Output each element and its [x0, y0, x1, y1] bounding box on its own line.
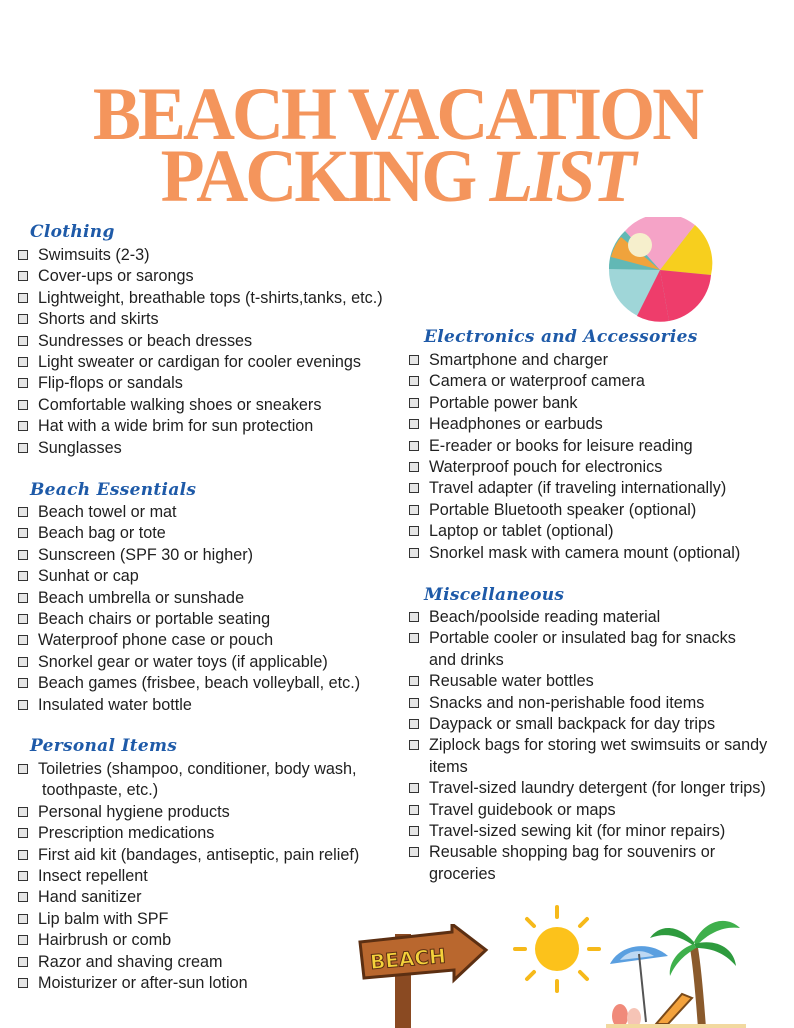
checkbox[interactable]	[409, 676, 419, 686]
checklist-item-label: Smartphone and charger	[429, 351, 609, 369]
checkbox[interactable]	[18, 807, 28, 817]
checklist-item	[18, 416, 418, 437]
checklist-item-label: E-reader or books for leisure reading	[429, 436, 693, 455]
checklist-item-label: Sunhat or cap	[38, 567, 139, 586]
checklist-item	[18, 866, 398, 887]
checkbox[interactable]	[18, 507, 28, 517]
checklist-item	[18, 502, 418, 523]
checkbox[interactable]	[18, 250, 28, 260]
checklist-item	[409, 821, 789, 842]
checklist-item	[18, 588, 418, 609]
checklist-item-label: Cover-ups or sarongs	[38, 267, 194, 286]
checklist-item-label: Reusable water bottles	[429, 672, 594, 691]
checkbox[interactable]	[18, 871, 28, 881]
beach-sign-text: BEACH	[369, 943, 447, 975]
checklist-item	[18, 802, 398, 823]
checkbox[interactable]	[409, 633, 419, 643]
checklist-item-label: Portable cooler or insulated bag for snacks	[429, 629, 736, 648]
checklist-item-label-continued: and drinks	[429, 650, 504, 669]
checkbox[interactable]	[18, 700, 28, 710]
checklist-item-label: Insect repellent	[38, 867, 148, 886]
checklist-item	[18, 438, 418, 459]
miscellaneous-heading: Miscellaneous	[424, 585, 565, 605]
checklist-item	[409, 350, 789, 371]
checkbox[interactable]	[18, 528, 28, 538]
checkbox[interactable]	[18, 978, 28, 988]
checklist-item-label: Reusable shopping bag for souvenirs or	[429, 843, 716, 862]
checklist-item	[18, 545, 418, 566]
checkbox[interactable]	[18, 914, 28, 924]
checklist-item-label: Ziplock bags for storing wet swimsuits or sandy	[429, 736, 768, 755]
checklist-item	[409, 521, 789, 542]
checkbox[interactable]	[409, 505, 419, 515]
checklist-item-label: Beach games (frisbee, beach volleyball, etc.)	[38, 674, 361, 693]
checklist-item	[18, 887, 398, 908]
personal-items-list	[18, 759, 398, 994]
checklist-item	[409, 500, 789, 521]
checklist-item-label: Snorkel mask with camera mount (optional)	[429, 543, 741, 562]
checklist-item-label-continued: items	[429, 757, 468, 776]
checklist-item	[18, 352, 418, 373]
checklist-item	[409, 478, 789, 499]
checklist-item-label: Beach chairs or portable seating	[38, 610, 271, 629]
checklist-item	[409, 714, 789, 735]
page-title-line-1: BEACH VACATION	[92, 72, 702, 156]
checklist-item	[18, 823, 398, 844]
checklist-item-label: Lip balm with SPF	[38, 909, 169, 928]
checkbox[interactable]	[409, 847, 419, 857]
checklist-item-label: Beach bag or tote	[38, 524, 166, 543]
checklist-item	[18, 909, 398, 930]
checklist-item-label: Snorkel gear or water toys (if applicable)	[38, 652, 328, 671]
checkbox[interactable]	[409, 355, 419, 365]
checklist-item-label-continued: toothpaste, etc.)	[42, 781, 159, 800]
checklist-item-label: Shorts and skirts	[38, 310, 159, 329]
checklist-item-label: Portable Bluetooth speaker (optional)	[429, 500, 697, 519]
checklist-item-label: Comfortable walking shoes or sneakers	[38, 395, 322, 414]
checklist-item-label: Waterproof pouch for electronics	[429, 458, 663, 477]
checkbox[interactable]	[18, 314, 28, 324]
checklist-item	[409, 671, 789, 692]
checkbox[interactable]	[18, 357, 28, 367]
checkbox[interactable]	[18, 421, 28, 431]
checklist-item-label: Travel-sized sewing kit (for minor repairs)	[429, 822, 726, 841]
checklist-item	[409, 414, 789, 435]
checklist-item	[18, 373, 418, 394]
checklist-item	[409, 842, 789, 885]
checklist-item	[18, 288, 418, 309]
checkbox[interactable]	[18, 293, 28, 303]
checklist-item	[18, 609, 418, 630]
title-word-packing: PACKING	[160, 134, 475, 218]
checklist-item-label: Travel adapter (if traveling internationally)	[429, 479, 727, 498]
electronics-list	[409, 350, 789, 564]
checklist-item	[18, 973, 398, 994]
checkbox[interactable]	[409, 805, 419, 815]
checklist-item-label: Camera or waterproof camera	[429, 372, 645, 391]
checkbox[interactable]	[409, 826, 419, 836]
checklist-item	[18, 245, 418, 266]
checklist-item	[18, 845, 398, 866]
checklist-item-label: Headphones or earbuds	[429, 415, 603, 434]
checklist-item	[409, 543, 789, 564]
sun-icon	[512, 904, 602, 994]
checklist-item	[409, 371, 789, 392]
checklist-item	[18, 331, 418, 352]
checklist-item	[18, 759, 398, 802]
checklist-item-label: Hairbrush or comb	[38, 931, 172, 950]
electronics-heading: Electronics and Accessories	[424, 327, 698, 347]
checkbox[interactable]	[18, 678, 28, 688]
checkbox[interactable]	[18, 764, 28, 774]
checklist-item-label: Moisturizer or after-sun lotion	[38, 974, 248, 993]
checkbox[interactable]	[18, 550, 28, 560]
checklist-item	[18, 695, 418, 716]
beach-essentials-list	[18, 502, 418, 716]
checklist-item-label: Beach umbrella or sunshade	[38, 588, 245, 607]
checklist-item-label: Hand sanitizer	[38, 888, 142, 907]
checklist-item	[18, 266, 418, 287]
checklist-item	[409, 457, 789, 478]
beach-sign-icon	[356, 924, 490, 1028]
checklist-item-label: Swimsuits (2-3)	[38, 246, 150, 264]
checklist-item	[409, 436, 789, 457]
checkbox[interactable]	[18, 892, 28, 902]
checklist-item	[409, 607, 789, 628]
checklist-item-label: Hat with a wide brim for sun protection	[38, 417, 314, 436]
checklist-item-label: Travel guidebook or maps	[429, 800, 616, 819]
checklist-item	[409, 800, 789, 821]
checkbox[interactable]	[18, 443, 28, 453]
checkbox[interactable]	[18, 593, 28, 603]
clothing-heading: Clothing	[30, 222, 115, 242]
checklist-item-label: Toiletries (shampoo, conditioner, body wash,	[38, 760, 357, 778]
clothing-list	[18, 245, 418, 459]
checkbox[interactable]	[409, 526, 419, 536]
checklist-item	[18, 630, 418, 651]
beach-ball-icon	[607, 217, 713, 323]
checkbox[interactable]	[409, 740, 419, 750]
checklist-item-label: Light sweater or cardigan for cooler evenings	[38, 353, 362, 372]
checklist-item-label-continued: groceries	[429, 864, 496, 883]
checkbox[interactable]	[409, 441, 419, 451]
checkbox[interactable]	[409, 783, 419, 793]
checkbox[interactable]	[18, 400, 28, 410]
checkbox[interactable]	[409, 462, 419, 472]
checklist-item-label: Razor and shaving cream	[38, 952, 223, 971]
checkbox[interactable]	[409, 483, 419, 493]
checklist-item-label: Laptop or tablet (optional)	[429, 522, 614, 541]
checklist-item-label: Prescription medications	[38, 824, 215, 843]
checkbox[interactable]	[409, 719, 419, 729]
title-word-list: LIST	[489, 134, 634, 218]
checklist-item-label: Daypack or small backpack for day trips	[429, 715, 716, 734]
checkbox[interactable]	[18, 935, 28, 945]
checklist-item-label: Insulated water bottle	[38, 695, 192, 714]
checklist-item-label: Flip-flops or sandals	[38, 374, 183, 393]
checklist-item-label: Lightweight, breathable tops (t-shirts,tanks, etc.)	[38, 288, 383, 307]
checklist-item-label: Sunscreen (SPF 30 or higher)	[38, 545, 254, 564]
checkbox[interactable]	[18, 828, 28, 838]
checklist-item	[409, 778, 789, 799]
checkbox[interactable]	[409, 548, 419, 558]
checkbox[interactable]	[18, 957, 28, 967]
checkbox[interactable]	[409, 376, 419, 386]
checklist-item	[18, 673, 418, 694]
checkbox[interactable]	[409, 398, 419, 408]
checkbox[interactable]	[409, 698, 419, 708]
personal-items-heading: Personal Items	[30, 736, 178, 756]
checklist-item	[18, 566, 418, 587]
checklist-item-label: Sunglasses	[38, 438, 122, 457]
checklist-item-label: Waterproof phone case or pouch	[38, 631, 274, 650]
checklist-item	[18, 523, 418, 544]
checklist-item	[18, 395, 418, 416]
miscellaneous-list	[409, 607, 789, 885]
checkbox[interactable]	[18, 336, 28, 346]
checkbox[interactable]	[18, 271, 28, 281]
checklist-item-label: Beach/poolside reading material	[429, 608, 661, 626]
beach-essentials-heading: Beach Essentials	[30, 480, 197, 500]
checklist-item-label: Travel-sized laundry detergent (for longer trips)	[429, 779, 766, 798]
checkbox[interactable]	[409, 419, 419, 429]
checklist-item-label: First aid kit (bandages, antiseptic, pain relief)	[38, 845, 360, 864]
checklist-item	[409, 735, 789, 778]
checklist-item	[18, 652, 418, 673]
checkbox[interactable]	[18, 378, 28, 388]
checklist-item-label: Personal hygiene products	[38, 802, 230, 821]
checklist-item-label: Beach towel or mat	[38, 503, 177, 521]
checklist-item-label: Sundresses or beach dresses	[38, 331, 253, 350]
checklist-item	[409, 393, 789, 414]
checklist-item	[409, 693, 789, 714]
checklist-item	[18, 309, 418, 330]
checkbox[interactable]	[18, 571, 28, 581]
checklist-item	[18, 930, 398, 951]
checkbox[interactable]	[409, 612, 419, 622]
checkbox[interactable]	[18, 657, 28, 667]
checkbox[interactable]	[18, 850, 28, 860]
checkbox[interactable]	[18, 614, 28, 624]
checklist-item	[409, 628, 789, 671]
page-title-line-2	[0, 134, 794, 218]
checklist-item-label: Snacks and non-perishable food items	[429, 693, 705, 712]
palm-tree-beach-scene-icon	[606, 912, 746, 1028]
checkbox[interactable]	[18, 635, 28, 645]
checklist-item	[18, 952, 398, 973]
checklist-item-label: Portable power bank	[429, 393, 578, 412]
